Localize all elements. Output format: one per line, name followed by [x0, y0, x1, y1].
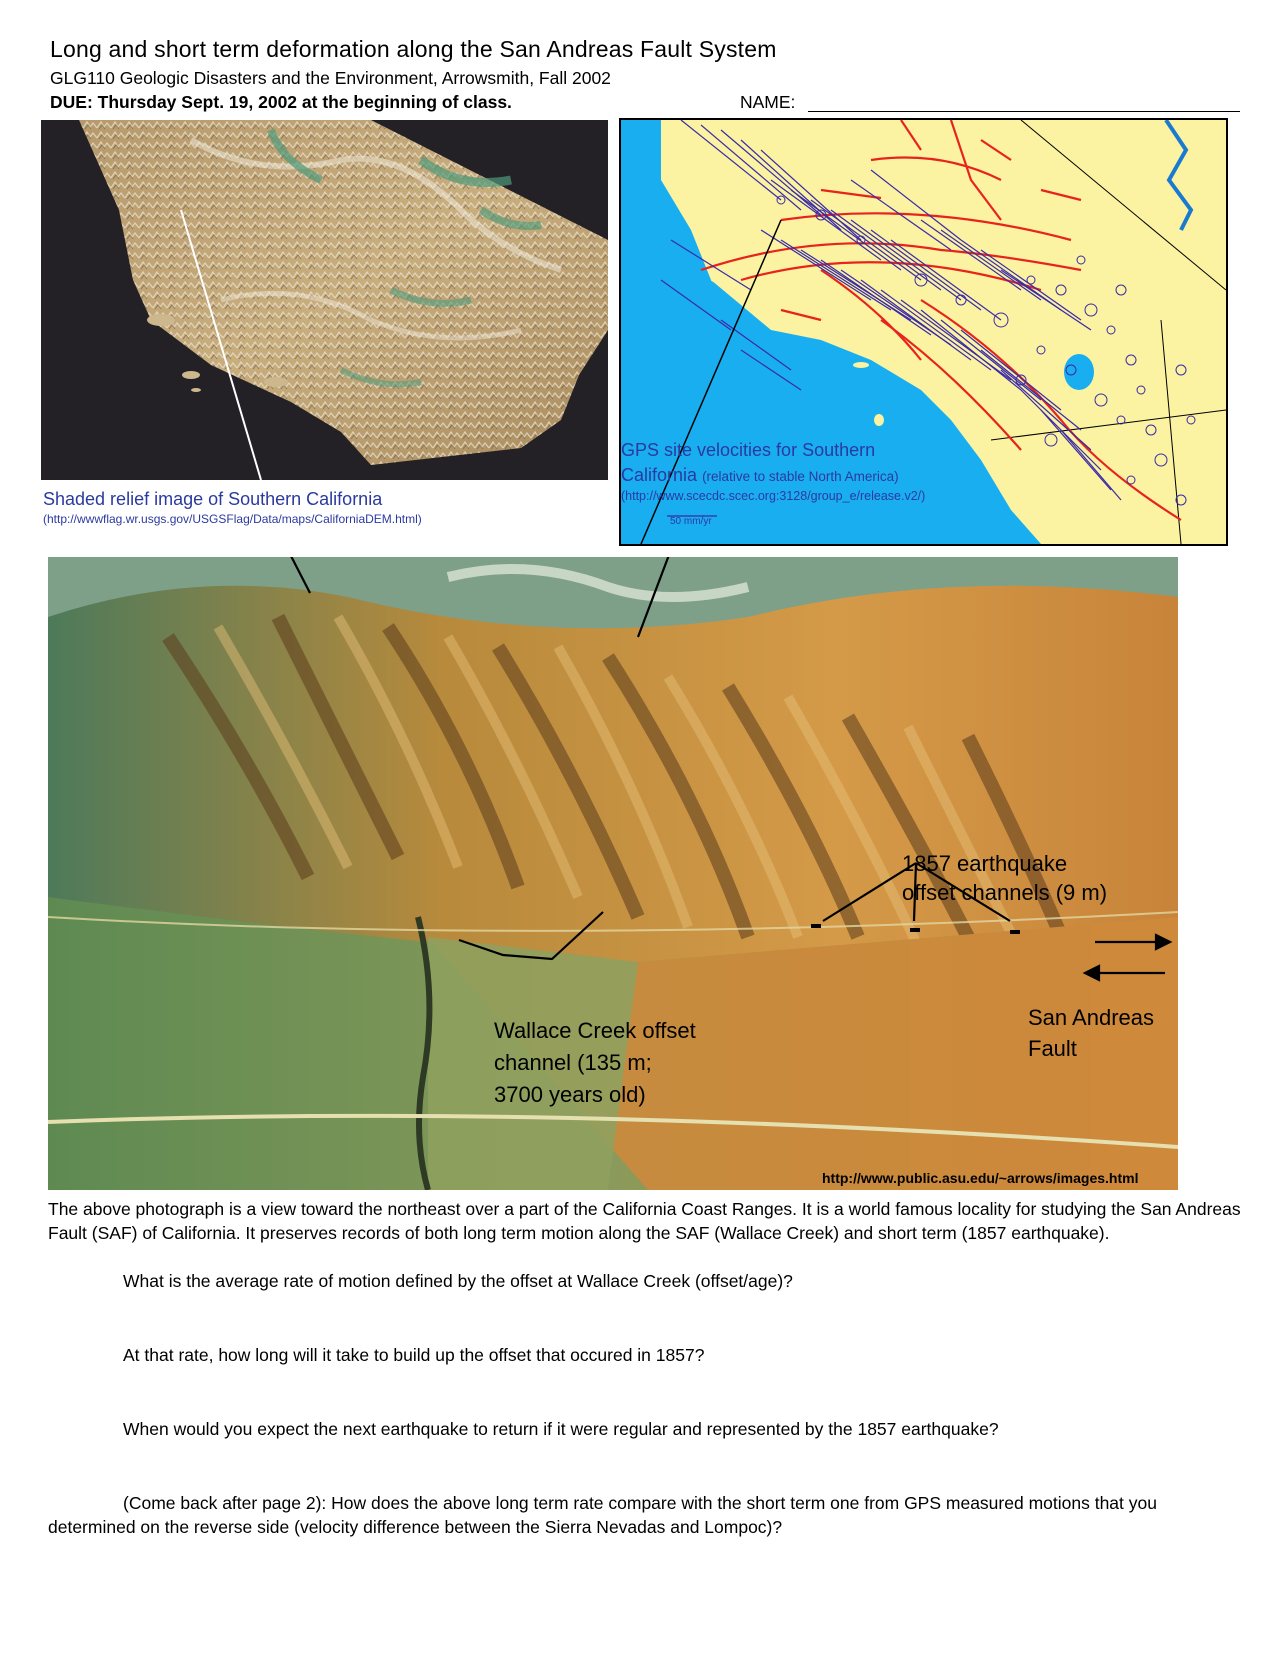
- relief-source-link[interactable]: (http://wwwflag.wr.usgs.gov/USGSFlag/Data/maps/CaliforniaDEM.html): [43, 512, 422, 526]
- course-subtitle: GLG110 Geologic Disasters and the Environment, Arrowsmith, Fall 2002: [50, 68, 611, 88]
- question-text: What is the average rate of motion defined by the offset at Wallace Creek (offset/age)?: [123, 1271, 793, 1291]
- photo-source-link[interactable]: http://www.public.asu.edu/~arrows/images.html: [822, 1170, 1139, 1186]
- gps-caption-line2: [621, 465, 899, 486]
- gps-scale-label: 50 mm/yr: [670, 516, 712, 527]
- shaded-relief-image: [41, 120, 608, 480]
- intro-paragraph: The above photograph is a view toward the northeast over a part of the California Coast Ranges. It is a world famous locality for studying the San Andreas Fault (SAF) of California. It preserves records of both long term motion along the SAF (Wallace Creek) and short term (1857 earthquake).: [48, 1199, 1241, 1243]
- label-saf-line1: San Andreas: [1028, 1005, 1154, 1030]
- question-4: [48, 1491, 1248, 1539]
- question-3: [48, 1417, 1248, 1441]
- label-wallace-line2: channel (135 m;: [494, 1050, 652, 1075]
- question-text: (Come back after page 2): How does the above long term rate compare with the short term one from GPS measured motions that you determined on the reverse side (velocity difference between the Sierra Nevadas and Lompoc)?: [48, 1493, 1157, 1537]
- question-1: [48, 1269, 1248, 1293]
- due-date: DUE: Thursday Sept. 19, 2002 at the beginning of class.: [50, 92, 512, 112]
- label-1857-offset: [902, 849, 1107, 907]
- label-saf-line2: Fault: [1028, 1036, 1077, 1061]
- question-text: When would you expect the next earthquake to return if it were regular and represented by the 1857 earthquake?: [123, 1419, 999, 1439]
- gps-caption-reference: (relative to stable North America): [702, 469, 899, 484]
- shaded-relief-drawing: [41, 120, 608, 480]
- name-field-line[interactable]: [808, 111, 1240, 112]
- name-label: NAME:: [740, 92, 796, 112]
- label-wallace-creek: [494, 1015, 696, 1111]
- label-1857-line1: 1857 earthquake: [902, 851, 1068, 876]
- question-text: At that rate, how long will it take to build up the offset that occured in 1857?: [123, 1345, 705, 1365]
- label-wallace-line3: 3700 years old): [494, 1082, 646, 1107]
- gps-caption-line1: GPS site velocities for Southern: [621, 440, 876, 460]
- label-san-andreas-fault: [1028, 1002, 1154, 1064]
- label-1857-line2: offset channels (9 m): [902, 880, 1108, 905]
- page-title: Long and short term deformation along the San Andreas Fault System: [50, 36, 777, 62]
- label-wallace-line1: Wallace Creek offset: [494, 1018, 696, 1043]
- gps-source-link[interactable]: (http://www.scecdc.scec.org:3128/group_e/release.v2/): [621, 489, 926, 503]
- relief-caption: Shaded relief image of Southern California: [43, 489, 383, 509]
- question-2: [48, 1343, 1248, 1367]
- gps-caption-region: California: [621, 465, 698, 485]
